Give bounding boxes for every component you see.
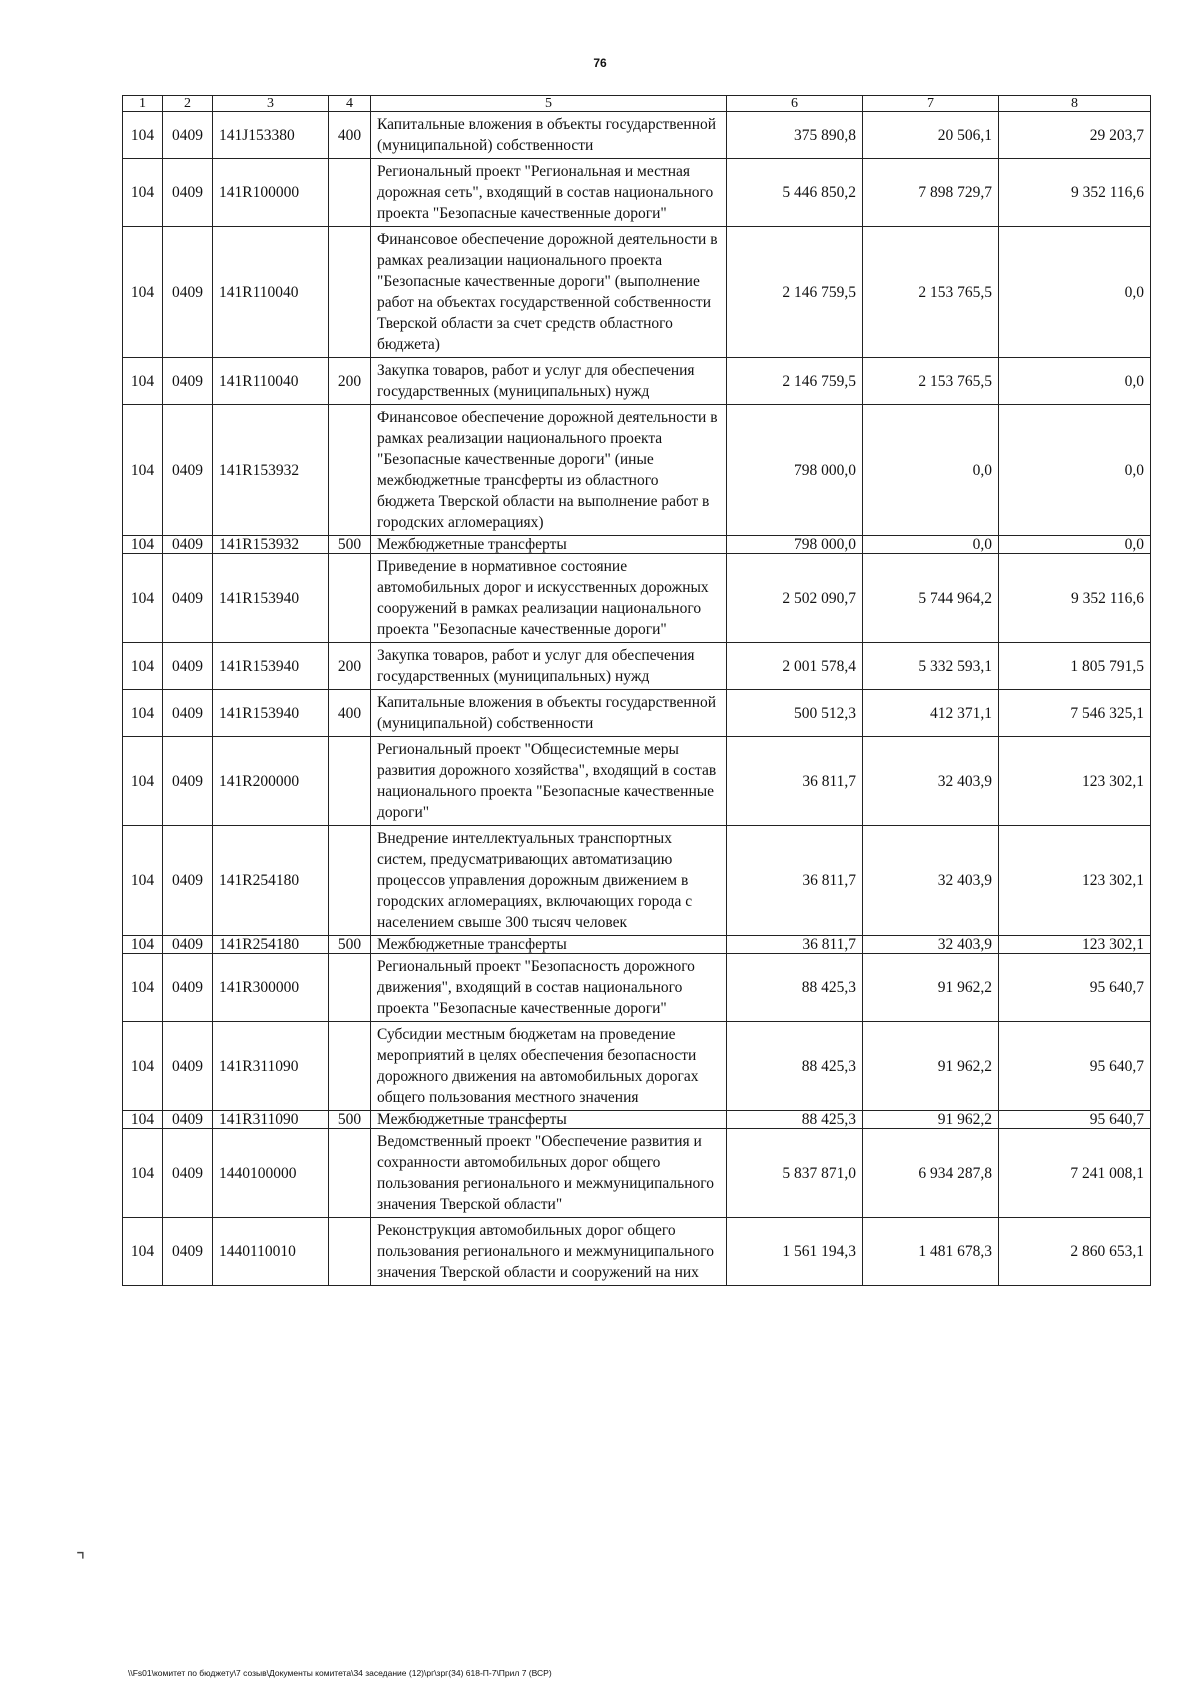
cell-description: Реконструкция автомобильных дорог общего пользования регионального и межмуниципального значения Тверской области и сооружений на них <box>371 1218 727 1286</box>
cell-section-code: 0409 <box>163 227 213 358</box>
cell-section-code: 0409 <box>163 643 213 690</box>
cell-amount-col6: 88 425,3 <box>727 1111 863 1129</box>
cell-section-code: 0409 <box>163 826 213 936</box>
cell-section-code: 0409 <box>163 1129 213 1218</box>
footer-file-path: \\Fs01\комитет по бюджету\7 созыв\Документы комитета\34 заседание (12)\рг\зрг(34) 618-П-7\Прил 7 (ВСР) <box>128 1668 552 1678</box>
cell-target-code: 141R153940 <box>213 643 329 690</box>
table-row <box>123 227 1151 358</box>
cell-description: Финансовое обеспечение дорожной деятельности в рамках реализации национального проекта "Безопасные качественные дороги" (выполнение работ на объектах государственной собственности Тверской области за счет средств областного бюджета) <box>371 227 727 358</box>
cell-ministry-code: 104 <box>123 554 163 643</box>
cell-ministry-code: 104 <box>123 1022 163 1111</box>
cell-ministry-code: 104 <box>123 643 163 690</box>
cell-target-code: 141J153380 <box>213 112 329 159</box>
cell-section-code: 0409 <box>163 737 213 826</box>
margin-mark-icon: ⌝ <box>76 1548 86 1572</box>
cell-amount-col8: 29 203,7 <box>999 112 1151 159</box>
cell-expense-type <box>329 405 371 536</box>
cell-expense-type: 400 <box>329 112 371 159</box>
cell-amount-col8: 95 640,7 <box>999 1111 1151 1129</box>
cell-amount-col7: 32 403,9 <box>863 737 999 826</box>
cell-amount-col6: 2 146 759,5 <box>727 227 863 358</box>
cell-expense-type <box>329 1129 371 1218</box>
cell-ministry-code: 104 <box>123 112 163 159</box>
cell-ministry-code: 104 <box>123 936 163 954</box>
cell-section-code: 0409 <box>163 159 213 227</box>
cell-section-code: 0409 <box>163 112 213 159</box>
table-row <box>123 826 1151 936</box>
cell-ministry-code: 104 <box>123 1218 163 1286</box>
cell-amount-col6: 798 000,0 <box>727 405 863 536</box>
column-header: 5 <box>371 96 727 112</box>
cell-section-code: 0409 <box>163 1111 213 1129</box>
table-row <box>123 159 1151 227</box>
cell-section-code: 0409 <box>163 358 213 405</box>
cell-description: Финансовое обеспечение дорожной деятельности в рамках реализации национального проекта "Безопасные качественные дороги" (иные межбюджетные трансферты из областного бюджета Тверской области на выполнение работ в городских агломерациях) <box>371 405 727 536</box>
cell-target-code: 1440110010 <box>213 1218 329 1286</box>
cell-expense-type <box>329 159 371 227</box>
cell-amount-col6: 36 811,7 <box>727 936 863 954</box>
cell-description: Межбюджетные трансферты <box>371 536 727 554</box>
cell-description: Внедрение интеллектуальных транспортных систем, предусматривающих автоматизацию процессов управления дорожным движением в городских агломерациях, включающих города с населением свыше 300 тысяч человек <box>371 826 727 936</box>
cell-section-code: 0409 <box>163 554 213 643</box>
cell-amount-col8: 0,0 <box>999 405 1151 536</box>
cell-description: Региональный проект "Безопасность дорожного движения", входящий в состав национального проекта "Безопасные качественные дороги" <box>371 954 727 1022</box>
cell-section-code: 0409 <box>163 536 213 554</box>
cell-amount-col6: 5 837 871,0 <box>727 1129 863 1218</box>
cell-amount-col8: 95 640,7 <box>999 1022 1151 1111</box>
cell-amount-col8: 123 302,1 <box>999 936 1151 954</box>
cell-target-code: 141R153932 <box>213 405 329 536</box>
cell-amount-col8: 7 546 325,1 <box>999 690 1151 737</box>
cell-target-code: 141R153940 <box>213 554 329 643</box>
cell-section-code: 0409 <box>163 936 213 954</box>
cell-amount-col6: 2 001 578,4 <box>727 643 863 690</box>
cell-amount-col6: 2 502 090,7 <box>727 554 863 643</box>
column-header: 2 <box>163 96 213 112</box>
cell-target-code: 141R311090 <box>213 1111 329 1129</box>
cell-description: Капитальные вложения в объекты государственной (муниципальной) собственности <box>371 112 727 159</box>
cell-amount-col6: 798 000,0 <box>727 536 863 554</box>
cell-amount-col6: 5 446 850,2 <box>727 159 863 227</box>
cell-amount-col6: 500 512,3 <box>727 690 863 737</box>
table-body <box>123 112 1151 1286</box>
cell-amount-col7: 91 962,2 <box>863 1111 999 1129</box>
cell-amount-col8: 95 640,7 <box>999 954 1151 1022</box>
cell-amount-col7: 32 403,9 <box>863 936 999 954</box>
cell-ministry-code: 104 <box>123 1129 163 1218</box>
cell-target-code: 141R110040 <box>213 358 329 405</box>
cell-ministry-code: 104 <box>123 227 163 358</box>
cell-expense-type <box>329 227 371 358</box>
cell-expense-type: 400 <box>329 690 371 737</box>
table-row <box>123 737 1151 826</box>
page-number: 76 <box>593 56 607 70</box>
cell-section-code: 0409 <box>163 405 213 536</box>
table-row <box>123 643 1151 690</box>
cell-amount-col6: 88 425,3 <box>727 1022 863 1111</box>
cell-ministry-code: 104 <box>123 690 163 737</box>
cell-amount-col7: 2 153 765,5 <box>863 358 999 405</box>
cell-amount-col7: 91 962,2 <box>863 1022 999 1111</box>
cell-ministry-code: 104 <box>123 1111 163 1129</box>
cell-expense-type <box>329 1218 371 1286</box>
cell-expense-type <box>329 737 371 826</box>
column-header: 6 <box>727 96 863 112</box>
cell-amount-col7: 5 744 964,2 <box>863 554 999 643</box>
cell-description: Приведение в нормативное состояние автомобильных дорог и искусственных дорожных сооружений в рамках реализации национального проекта "Безопасные качественные дороги" <box>371 554 727 643</box>
cell-section-code: 0409 <box>163 1218 213 1286</box>
cell-amount-col6: 88 425,3 <box>727 954 863 1022</box>
cell-target-code: 141R110040 <box>213 227 329 358</box>
cell-amount-col6: 2 146 759,5 <box>727 358 863 405</box>
table-row <box>123 690 1151 737</box>
column-header: 4 <box>329 96 371 112</box>
header-row <box>123 96 1151 112</box>
cell-description: Закупка товаров, работ и услуг для обеспечения государственных (муниципальных) нужд <box>371 643 727 690</box>
cell-target-code: 1440100000 <box>213 1129 329 1218</box>
table-row <box>123 554 1151 643</box>
column-header: 1 <box>123 96 163 112</box>
cell-amount-col8: 0,0 <box>999 358 1151 405</box>
cell-amount-col8: 123 302,1 <box>999 737 1151 826</box>
cell-expense-type <box>329 954 371 1022</box>
cell-amount-col6: 1 561 194,3 <box>727 1218 863 1286</box>
cell-amount-col7: 32 403,9 <box>863 826 999 936</box>
cell-amount-col7: 2 153 765,5 <box>863 227 999 358</box>
cell-ministry-code: 104 <box>123 405 163 536</box>
cell-amount-col8: 2 860 653,1 <box>999 1218 1151 1286</box>
cell-expense-type <box>329 1022 371 1111</box>
cell-amount-col7: 6 934 287,8 <box>863 1129 999 1218</box>
cell-amount-col6: 36 811,7 <box>727 826 863 936</box>
cell-section-code: 0409 <box>163 1022 213 1111</box>
cell-target-code: 141R300000 <box>213 954 329 1022</box>
cell-amount-col6: 36 811,7 <box>727 737 863 826</box>
cell-ministry-code: 104 <box>123 358 163 405</box>
cell-expense-type: 200 <box>329 358 371 405</box>
cell-description: Ведомственный проект "Обеспечение развития и сохранности автомобильных дорог общего пользования регионального и межмуниципального значения Тверской области" <box>371 1129 727 1218</box>
cell-amount-col7: 20 506,1 <box>863 112 999 159</box>
table-row <box>123 1111 1151 1129</box>
cell-section-code: 0409 <box>163 954 213 1022</box>
table-row <box>123 112 1151 159</box>
cell-amount-col7: 7 898 729,7 <box>863 159 999 227</box>
table-row <box>123 1022 1151 1111</box>
cell-description: Межбюджетные трансферты <box>371 1111 727 1129</box>
cell-amount-col8: 1 805 791,5 <box>999 643 1151 690</box>
cell-amount-col7: 0,0 <box>863 405 999 536</box>
column-header: 7 <box>863 96 999 112</box>
cell-amount-col6: 375 890,8 <box>727 112 863 159</box>
cell-expense-type: 200 <box>329 643 371 690</box>
cell-amount-col8: 9 352 116,6 <box>999 554 1151 643</box>
table-row <box>123 405 1151 536</box>
cell-ministry-code: 104 <box>123 954 163 1022</box>
cell-expense-type: 500 <box>329 536 371 554</box>
table-row <box>123 1129 1151 1218</box>
cell-ministry-code: 104 <box>123 159 163 227</box>
table-row <box>123 954 1151 1022</box>
cell-target-code: 141R254180 <box>213 826 329 936</box>
cell-amount-col7: 91 962,2 <box>863 954 999 1022</box>
cell-expense-type <box>329 826 371 936</box>
column-header: 3 <box>213 96 329 112</box>
cell-amount-col8: 0,0 <box>999 536 1151 554</box>
cell-amount-col8: 9 352 116,6 <box>999 159 1151 227</box>
cell-description: Межбюджетные трансферты <box>371 936 727 954</box>
cell-amount-col7: 1 481 678,3 <box>863 1218 999 1286</box>
table-row <box>123 358 1151 405</box>
cell-expense-type <box>329 554 371 643</box>
cell-amount-col8: 7 241 008,1 <box>999 1129 1151 1218</box>
cell-description: Региональный проект "Общесистемные меры развития дорожного хозяйства", входящий в состав национального проекта "Безопасные качественные дороги" <box>371 737 727 826</box>
table-row <box>123 936 1151 954</box>
table-row <box>123 1218 1151 1286</box>
cell-section-code: 0409 <box>163 690 213 737</box>
cell-amount-col8: 0,0 <box>999 227 1151 358</box>
cell-ministry-code: 104 <box>123 737 163 826</box>
cell-target-code: 141R311090 <box>213 1022 329 1111</box>
cell-target-code: 141R254180 <box>213 936 329 954</box>
cell-target-code: 141R200000 <box>213 737 329 826</box>
cell-description: Субсидии местным бюджетам на проведение мероприятий в целях обеспечения безопасности дорожного движения на автомобильных дорогах общего пользования местного значения <box>371 1022 727 1111</box>
cell-expense-type: 500 <box>329 1111 371 1129</box>
cell-amount-col7: 0,0 <box>863 536 999 554</box>
cell-amount-col7: 412 371,1 <box>863 690 999 737</box>
budget-table <box>122 95 1151 1286</box>
cell-description: Закупка товаров, работ и услуг для обеспечения государственных (муниципальных) нужд <box>371 358 727 405</box>
cell-ministry-code: 104 <box>123 826 163 936</box>
cell-description: Региональный проект "Региональная и местная дорожная сеть", входящий в состав национального проекта "Безопасные качественные дороги" <box>371 159 727 227</box>
cell-amount-col8: 123 302,1 <box>999 826 1151 936</box>
table-row <box>123 536 1151 554</box>
cell-description: Капитальные вложения в объекты государственной (муниципальной) собственности <box>371 690 727 737</box>
cell-target-code: 141R153940 <box>213 690 329 737</box>
cell-expense-type: 500 <box>329 936 371 954</box>
cell-amount-col7: 5 332 593,1 <box>863 643 999 690</box>
column-header: 8 <box>999 96 1151 112</box>
cell-ministry-code: 104 <box>123 536 163 554</box>
cell-target-code: 141R153932 <box>213 536 329 554</box>
cell-target-code: 141R100000 <box>213 159 329 227</box>
